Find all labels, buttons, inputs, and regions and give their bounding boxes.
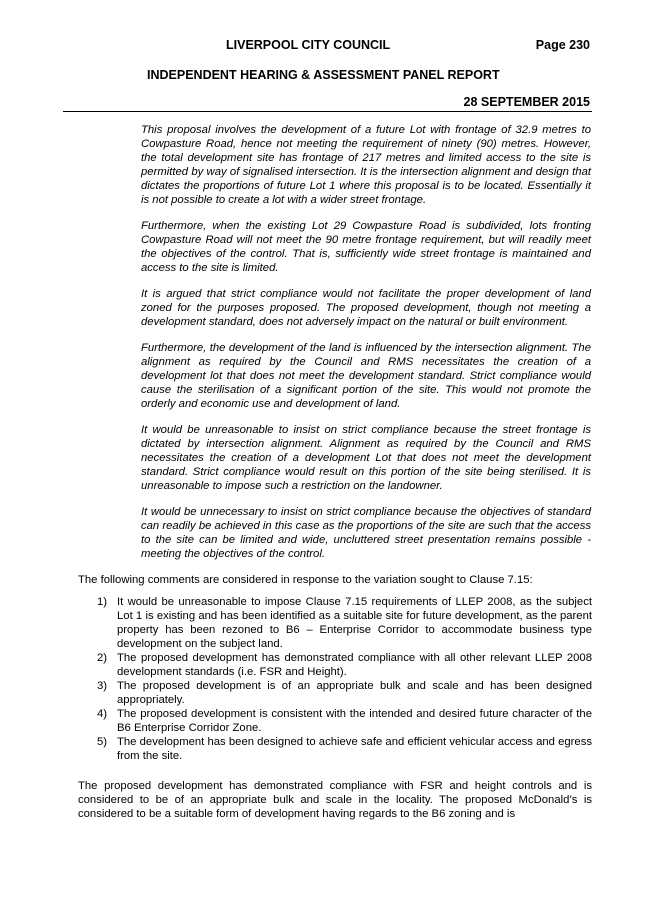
list-number: 1) xyxy=(97,596,108,608)
list-number: 2) xyxy=(97,652,108,664)
page-number: Page 230 xyxy=(535,38,590,52)
closing-paragraph: The proposed development has demonstrated compliance with FSR and height controls and is considered to be of an appropriate bulk and scale in the locality. The proposed McDonald’s is considered to be a suitable form of development having regards to the B6 zoning and is xyxy=(78,780,592,820)
report-title: INDEPENDENT HEARING & ASSESSMENT PANEL REPORT xyxy=(147,68,500,82)
comments-list xyxy=(97,595,592,763)
list-item xyxy=(97,595,592,651)
list-item xyxy=(97,679,592,707)
list-item xyxy=(97,651,592,679)
justification-paragraph: It is argued that strict compliance would not facilitate the proper development of land zoned for the purposes proposed. The proposed development, though not meeting a development standard, does not adversely impact on the natural or built environment. xyxy=(141,288,591,328)
comments-intro: The following comments are considered in response to the variation sought to Clause 7.15: xyxy=(78,574,533,586)
applicant-justification xyxy=(141,123,591,561)
justification-paragraph: It would be unreasonable to insist on strict compliance because the street frontage is dictated by intersection alignment. Alignment as required by the Council and RMS necessitates the creation of a development Lot that does not meet the development standard. Strict compliance would result on this portion of the site being sterilised. It is unreasonable to impose such a restriction on the landowner. xyxy=(141,424,591,492)
justification-paragraph: It would be unnecessary to insist on strict compliance because the objectives of standard can readily be achieved in this case as the proportions of the site are such that the access to the site can be limited and wide, uncluttered street presentation remains possible - meeting the objectives of the control. xyxy=(141,506,591,560)
report-date: 28 SEPTEMBER 2015 xyxy=(463,95,590,109)
list-text: It would be unreasonable to impose Clause 7.15 requirements of LLEP 2008, as the subject Lot 1 is existing and has been identified as a suitable site for future development, as the parent property has been rezoned to B6 – Enterprise Corridor to accommodate business type development on the subject land. xyxy=(117,596,592,650)
list-text: The proposed development is consistent with the intended and desired future character of the B6 Enterprise Corridor Zone. xyxy=(117,708,592,734)
list-number: 4) xyxy=(97,708,108,720)
council-name: LIVERPOOL CITY COUNCIL xyxy=(226,38,391,52)
document-body xyxy=(0,123,653,821)
list-item xyxy=(97,735,592,763)
list-text: The development has been designed to achieve safe and efficient vehicular access and egress from the site. xyxy=(117,736,592,762)
header-divider xyxy=(63,111,592,112)
justification-paragraph: Furthermore, when the existing Lot 29 Cowpasture Road is subdivided, lots fronting Cowpasture Road will not meet the 90 metre frontage requirement, but will readily meet the objectives of the control. That is, sufficiently wide street frontage is maintained and access to the site is limited. xyxy=(141,220,591,274)
justification-paragraph: Furthermore, the development of the land is influenced by the intersection alignment. The alignment as required by the Council and RMS necessitates the creation of a development lot that does not meet the development standard. Strict compliance would cause the sterilisation of a significant portion of the site. This would not promote the orderly and economic use and development of land. xyxy=(141,342,591,410)
list-number: 5) xyxy=(97,736,108,748)
list-text: The proposed development is of an appropriate bulk and scale and has been designed appropriately. xyxy=(117,680,592,706)
justification-paragraph: This proposal involves the development of a future Lot with frontage of 32.9 metres to Cowpasture Road, hence not meeting the requirement of ninety (90) metres. However, the total development site has frontage of 217 metres and limited access to the site is permitted by way of signalised intersection. It is the intersection alignment and design that dictates the proportions of future Lot 1 where this proposal is to be located. Essentially it is not possible to create a lot with a wider street frontage. xyxy=(141,124,591,206)
list-number: 3) xyxy=(97,680,108,692)
list-text: The proposed development has demonstrated compliance with all other relevant LLEP 2008 development standards (i.e. FSR and Height). xyxy=(117,652,592,678)
list-item xyxy=(97,707,592,735)
